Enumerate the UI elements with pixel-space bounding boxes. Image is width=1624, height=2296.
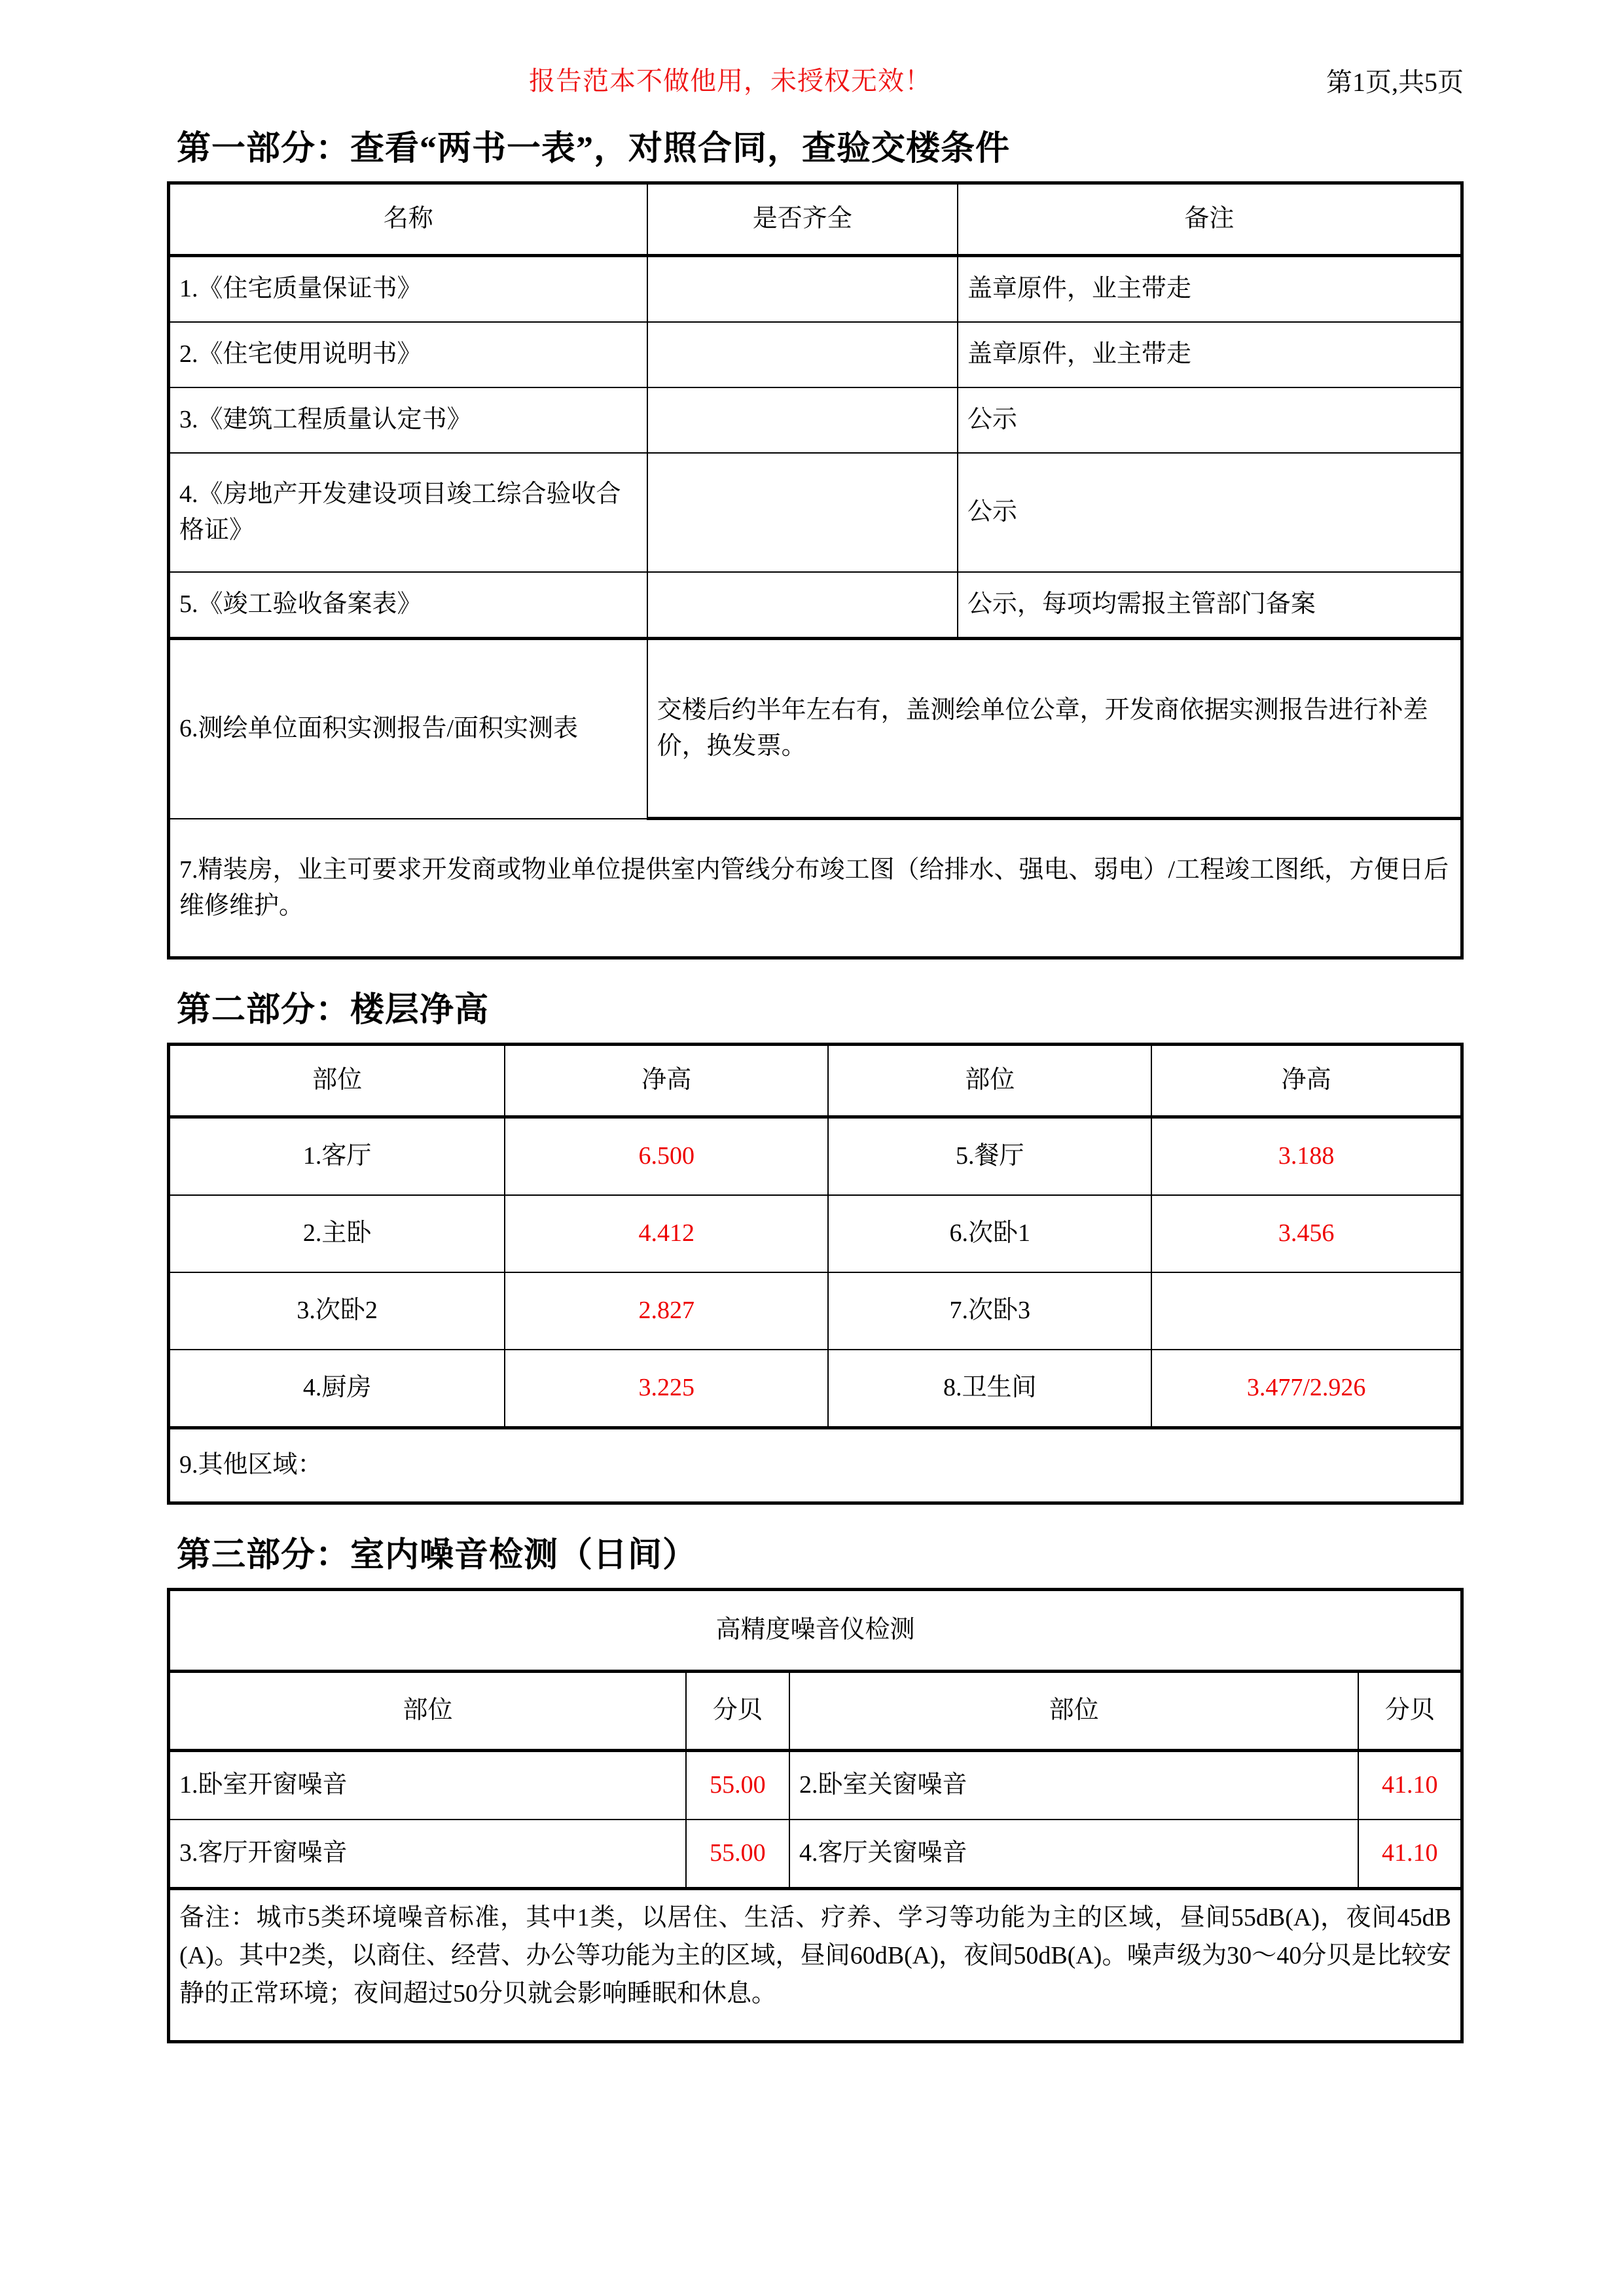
table-row-fitout-note <box>169 819 1462 958</box>
document-name: 1.《住宅质量保证书》 <box>169 256 647 323</box>
location-name: 3.次卧2 <box>169 1272 505 1350</box>
instrument-title: 高精度噪音仪检测 <box>169 1590 1462 1672</box>
noise-location: 2.卧室关窗噪音 <box>789 1751 1358 1820</box>
fitout-drawings-note: 7.精装房，业主可要求开发商或物业单位提供室内管线分布竣工图（给排水、强电、弱电）/工程竣工图纸，方便日后维修维护。 <box>169 819 1462 958</box>
location-name: 1.客厅 <box>169 1117 505 1196</box>
height-value[interactable]: 3.477/2.926 <box>1151 1350 1462 1428</box>
document-name: 3.《建筑工程质量认定书》 <box>169 387 647 453</box>
noise-location: 4.客厅关窗噪音 <box>789 1820 1358 1889</box>
table-row-survey-report <box>169 639 1462 819</box>
height-value[interactable]: 3.456 <box>1151 1195 1462 1272</box>
column-header-height-right: 净高 <box>1151 1045 1462 1117</box>
column-header-note: 备注 <box>958 183 1462 256</box>
column-header-decibel-left: 分贝 <box>686 1672 789 1751</box>
height-value[interactable]: 6.500 <box>505 1117 828 1196</box>
noise-value[interactable]: 41.10 <box>1358 1751 1462 1820</box>
column-header-location-right: 部位 <box>828 1045 1151 1117</box>
table-row <box>169 1195 1462 1272</box>
documents-checklist-table <box>167 181 1464 960</box>
column-header-complete: 是否齐全 <box>647 183 958 256</box>
location-name: 2.主卧 <box>169 1195 505 1272</box>
table-header-row <box>169 1672 1462 1751</box>
location-name: 7.次卧3 <box>828 1272 1151 1350</box>
document-note: 公示，每项均需报主管部门备案 <box>958 572 1462 639</box>
ceiling-height-table <box>167 1043 1464 1505</box>
document-note: 公示 <box>958 387 1462 453</box>
document-name: 2.《住宅使用说明书》 <box>169 322 647 387</box>
table-row <box>169 387 1462 453</box>
column-header-name: 名称 <box>169 183 647 256</box>
table-header-row <box>169 1045 1462 1117</box>
column-header-height-left: 净高 <box>505 1045 828 1117</box>
document-note: 公示 <box>958 453 1462 572</box>
location-name: 6.次卧1 <box>828 1195 1151 1272</box>
document-name: 4.《房地产开发建设项目竣工综合验收合格证》 <box>169 453 647 572</box>
location-name: 8.卫生间 <box>828 1350 1151 1428</box>
page-number: 第1页,共5页 <box>1326 67 1464 97</box>
column-header-decibel-right: 分贝 <box>1358 1672 1462 1751</box>
document-complete-cell[interactable] <box>647 572 958 639</box>
height-value[interactable]: 3.188 <box>1151 1117 1462 1196</box>
location-name: 5.餐厅 <box>828 1117 1151 1196</box>
section-1-title: 第一部分：查看“两书一表”，对照合同，查验交楼条件 <box>177 130 1011 168</box>
noise-standard-note-row <box>169 1889 1462 2042</box>
section-2-title: 第二部分：楼层净高 <box>177 992 490 1029</box>
survey-report-note: 交楼后约半年左右有，盖测绘单位公章，开发商依据实测报告进行补差价，换发票。 <box>647 639 1462 819</box>
column-header-location-left: 部位 <box>169 1672 686 1751</box>
table-row <box>169 453 1462 572</box>
table-row <box>169 572 1462 639</box>
document-note: 盖章原件，业主带走 <box>958 256 1462 323</box>
height-value[interactable]: 4.412 <box>505 1195 828 1272</box>
table-row <box>169 1350 1462 1428</box>
noise-location: 3.客厅开窗噪音 <box>169 1820 686 1889</box>
document-name: 5.《竣工验收备案表》 <box>169 572 647 639</box>
watermark-notice: 报告范本不做他用，未授权无效！ <box>529 66 931 96</box>
table-row <box>169 1820 1462 1889</box>
height-value[interactable]: 2.827 <box>505 1272 828 1350</box>
table-row <box>169 1117 1462 1196</box>
instrument-title-row <box>169 1590 1462 1672</box>
document-complete-cell[interactable] <box>647 387 958 453</box>
column-header-location-right: 部位 <box>789 1672 1358 1751</box>
document-note: 盖章原件，业主带走 <box>958 322 1462 387</box>
noise-measurement-table <box>167 1588 1464 2043</box>
document-complete-cell[interactable] <box>647 453 958 572</box>
location-name: 4.厨房 <box>169 1350 505 1428</box>
other-areas-label[interactable]: 9.其他区域： <box>169 1428 1462 1503</box>
document-complete-cell[interactable] <box>647 322 958 387</box>
document-complete-cell[interactable] <box>647 256 958 323</box>
survey-report-name: 6.测绘单位面积实测报告/面积实测表 <box>169 639 647 819</box>
table-header-row <box>169 183 1462 256</box>
height-value[interactable] <box>1151 1272 1462 1350</box>
noise-standard-note: 备注：城市5类环境噪音标准，其中1类，以居住、生活、疗养、学习等功能为主的区域，昼间55dB(A)，夜间45dB(A)。其中2类，以商住、经营、办公等功能为主的区域，昼间60dB(A)，夜间50dB(A)。噪声级为30～40分贝是比较安静的正常环境；夜间超过50分贝就会影响睡眠和休息。 <box>179 1904 1451 2007</box>
noise-value[interactable]: 41.10 <box>1358 1820 1462 1889</box>
page-header <box>167 60 1464 106</box>
height-value[interactable]: 3.225 <box>505 1350 828 1428</box>
table-row-other-areas <box>169 1428 1462 1503</box>
noise-standard-note-cell <box>169 1889 1462 2042</box>
noise-location: 1.卧室开窗噪音 <box>169 1751 686 1820</box>
section-3-title: 第三部分：室内噪音检测（日间） <box>177 1537 698 1574</box>
table-row <box>169 1751 1462 1820</box>
noise-value[interactable]: 55.00 <box>686 1751 789 1820</box>
noise-value[interactable]: 55.00 <box>686 1820 789 1889</box>
column-header-location-left: 部位 <box>169 1045 505 1117</box>
table-row <box>169 322 1462 387</box>
table-row <box>169 256 1462 323</box>
table-row <box>169 1272 1462 1350</box>
